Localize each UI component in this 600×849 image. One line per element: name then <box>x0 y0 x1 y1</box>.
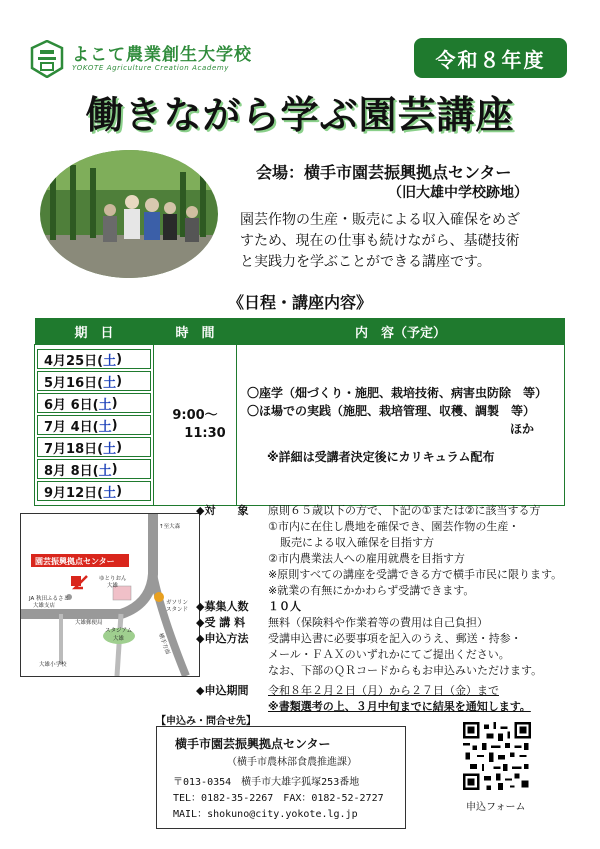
apply-label: ◆申込方法 <box>196 632 249 645</box>
apply-text: なお、下部のＱＲコードからもお申込みいただけます。 <box>268 664 543 677</box>
contact-tel-fax: TEL：0182-35-2267 FAX：0182-52-2727 <box>173 793 384 804</box>
map-label: スタジアム <box>105 628 133 634</box>
schedule-table <box>34 318 565 506</box>
capacity-row <box>196 599 591 615</box>
session-date: 6月 6日( 土 ) <box>37 393 151 413</box>
session-date: 8月 8日( 土 ) <box>37 459 151 479</box>
description-line: と実践力を学ぶことができる講座です。 <box>240 254 491 270</box>
session-date: 9月12日( 土 ) <box>37 481 151 501</box>
fee-label: ◆受 講 料 <box>196 616 246 629</box>
venue-former-name: （旧大雄中学校跡地） <box>388 185 528 201</box>
map-label: JA 秋田ふるさと <box>29 596 70 602</box>
map-label: 大雄小学校 <box>39 662 67 668</box>
target-item: 販売による収入確保を目指す方 <box>280 536 434 549</box>
session-date: 5月16日( 土 ) <box>37 371 151 391</box>
apply-text: メール・ＦＡＸのいずれかにてご提出ください。 <box>268 648 510 661</box>
period-label: ◆申込期間 <box>196 684 249 697</box>
session-date: 7月18日( 土 ) <box>37 437 151 457</box>
fee-row <box>196 615 591 631</box>
period-note: ※書類選考の上、３月中旬までに結果を通知します。 <box>268 700 531 713</box>
content-cell <box>237 345 565 506</box>
map-label: ゆとりおん <box>99 576 127 582</box>
target-note: ※原則すべての講座を受講できる方で横手市民に限ります。 <box>268 568 563 581</box>
col-time-header: 時 間 <box>154 318 237 345</box>
time-start: 9:00〜 <box>172 408 218 423</box>
period-text: 令和８年２月２日（月）から２７日（金）まで <box>268 684 499 697</box>
map-label: スタンド <box>166 607 189 613</box>
curriculum-note: ※詳細は受講者決定後にカリキュラム配布 <box>267 450 495 464</box>
academy-logo-icon <box>30 40 64 78</box>
schedule-header-row <box>35 318 565 345</box>
schedule-heading: 《日程・講座内容》 <box>227 293 372 312</box>
map-label: ↑至大森 <box>159 524 181 530</box>
map-label: 横手方面 <box>157 632 171 656</box>
target-item: ①市内に在住し農地を確保でき、園芸作物の生産・ <box>268 520 520 533</box>
contact-org: 横手市園芸振興拠点センター <box>175 737 331 751</box>
content-lecture: 〇座学（畑づくり・施肥、栽培技術、病害虫防除 等） <box>247 386 548 400</box>
academy-name: よこて農業創生大学校 <box>72 45 252 65</box>
time-cell <box>154 345 237 506</box>
target-note: ※就業の有無にかかわらず受講できます。 <box>268 584 475 597</box>
contact-dept: （横手市農林部食農推進課） <box>227 757 357 768</box>
apply-text: 受講申込書に必要事項を記入のうえ、郵送・持参・ <box>268 632 522 645</box>
capacity-label: ◆募集人数 <box>196 600 249 613</box>
target-item: ②市内農業法人への雇用就農を目指す方 <box>268 552 465 565</box>
contact-mail[interactable]: MAIL：shokuno@city.yokote.lg.jp <box>173 809 358 820</box>
map-label: ガソリン <box>166 600 189 606</box>
col-content-header: 内 容（予定） <box>237 318 565 345</box>
qr-code-icon[interactable] <box>463 722 531 790</box>
fee-value: 無料（保険料や作業着等の費用は自己負担） <box>268 616 488 629</box>
map-label: 大雄支店 <box>33 603 56 609</box>
target-text: 原則６５歳以下の方で、下記の①または②に該当する方 <box>268 504 541 517</box>
page-title: 働きながら学ぶ園芸講座 <box>85 93 515 137</box>
contact-box <box>156 726 406 829</box>
access-map <box>20 513 200 677</box>
session-date: 7月 4日( 土 ) <box>37 415 151 435</box>
schedule-body-row <box>35 345 565 506</box>
content-etc: ほか <box>509 422 534 436</box>
year-badge: 令和８年度 <box>414 38 567 78</box>
capacity-value: １０人 <box>268 600 301 613</box>
contact-address: 〒013-0354 横手市大雄字狐塚253番地 <box>173 777 360 788</box>
apply-row <box>196 631 591 647</box>
description-line: すため、現在の仕事も続けながら、基礎技術 <box>240 233 520 249</box>
map-label: 大雄 <box>107 583 119 589</box>
session-date: 4月25日( 土 ) <box>37 349 151 369</box>
target-row <box>196 503 591 519</box>
target-label: ◆対 象 <box>196 504 249 517</box>
academy-english-name: YOKOTE Agriculture Creation Academy <box>72 64 230 72</box>
venue-name: 会場：横手市園芸振興拠点センター <box>256 163 512 182</box>
time-end: 11:30 <box>184 426 226 441</box>
col-date-header: 期 日 <box>35 318 154 345</box>
map-center-label: 園芸振興拠点センター <box>35 557 115 566</box>
dates-cell <box>35 345 154 506</box>
description-line: 園芸作物の生産・販売による収入確保をめざ <box>240 212 520 228</box>
map-label: 大雄郵便局 <box>75 620 103 626</box>
map-label: 大雄 <box>113 636 125 642</box>
recruitment-info <box>196 503 591 715</box>
course-description <box>240 210 570 273</box>
period-row <box>196 683 591 699</box>
qr-label: 申込フォーム <box>466 802 526 813</box>
field-training-photo <box>40 150 218 278</box>
contact-caption: 【申込み・問合せ先】 <box>156 716 256 727</box>
content-practice: 〇ほ場での実践（施肥、栽培管理、収穫、調製 等） <box>247 404 536 418</box>
